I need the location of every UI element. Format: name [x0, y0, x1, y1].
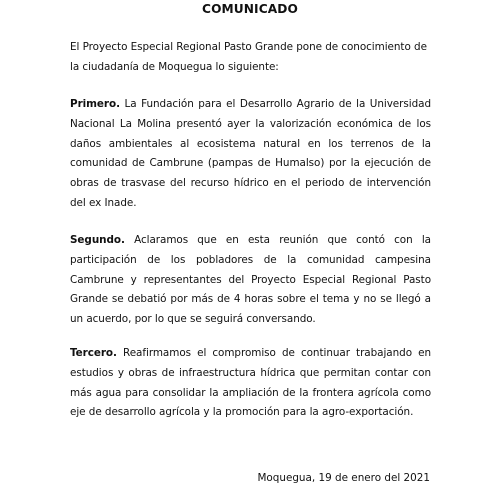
paragraph-segundo — [70, 231, 431, 330]
paragraph-tercero — [70, 344, 431, 423]
paragraph-text: La Fundación para el Desarrollo Agrario de la Universidad Nacional La Molina presentó ayer la valorización económica de los daños ambientales al ecosistema natural en los terrenos de la comunidad de Cambrune (pampas de Humalso) por la ejecución de obras de trasvase del recurso hídrico en el periodo de intervención del ex Inade. — [70, 98, 431, 209]
paragraph-lead: Primero. — [70, 98, 120, 110]
document-date: Moquegua, 19 de enero del 2021 — [257, 472, 430, 484]
paragraph-primero — [70, 95, 431, 214]
paragraph-lead: Tercero. — [70, 347, 117, 359]
document-title: COMUNICADO — [202, 2, 298, 16]
intro-paragraph: El Proyecto Especial Regional Pasto Grande pone de conocimiento de la ciudadanía de Moquegua lo siguiente: — [70, 41, 427, 73]
paragraph-lead: Segundo. — [70, 234, 125, 246]
paragraph-text: Aclaramos que en esta reunión que contó con la participación de los pobladores de la comunidad campesina Cambrune y representantes del Proyecto Especial Regional Pasto Grande se debatió por más de 4 horas sobre el tema y no se llegó a un acuerdo, por lo que se seguirá conversando. — [70, 234, 431, 326]
paragraph-text: Reafirmamos el compromiso de continuar trabajando en estudios y obras de infraestructura hídrica que permitan contar con más agua para consolidar la ampliación de la frontera agrícola como eje de desarrollo agrícola y la promoción para la agro-exportación. — [70, 347, 431, 419]
